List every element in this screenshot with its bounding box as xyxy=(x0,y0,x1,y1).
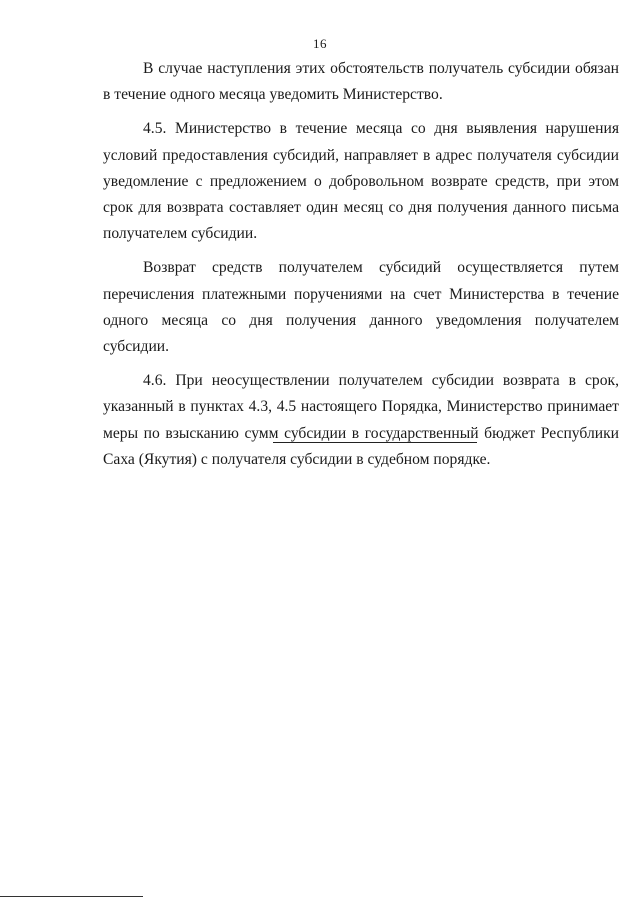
page-number: 16 xyxy=(313,36,327,51)
closing-divider xyxy=(273,442,477,443)
paragraph-4-5: 4.5. Министерство в течение месяца со дня выявления нарушения условий предоставления субсидий, направляет в адрес получателя субсидии уведомление с предложением о добровольном возврате средств, при этом срок для возврата составляет один месяц со дня получения данного письма получателем субсидии. xyxy=(103,120,619,243)
paragraph-refund-procedure: Возврат средств получателем субсидий осуществляется путем перечисления платежными поручениями на счет Министерства в течение одного месяца со дня получения данного уведомления получателем субсидии. xyxy=(103,259,619,356)
scan-edge-line xyxy=(0,896,143,897)
paragraph-notification-obligation: В случае наступления этих обстоятельств получатель субсидии обязан в течение одного месяца уведомить Министерство. xyxy=(103,60,619,104)
document-body xyxy=(103,56,619,473)
paragraph-4-6: 4.6. При неосуществлении получателем субсидии возврата в срок, указанный в пунктах 4.3, 4.5 настоящего Порядка, Министерство принимает меры по взысканию сумм субсидии в государственный бюджет Республики Саха (Якутия) с получателя субсидии в судебном порядке. xyxy=(103,372,619,468)
